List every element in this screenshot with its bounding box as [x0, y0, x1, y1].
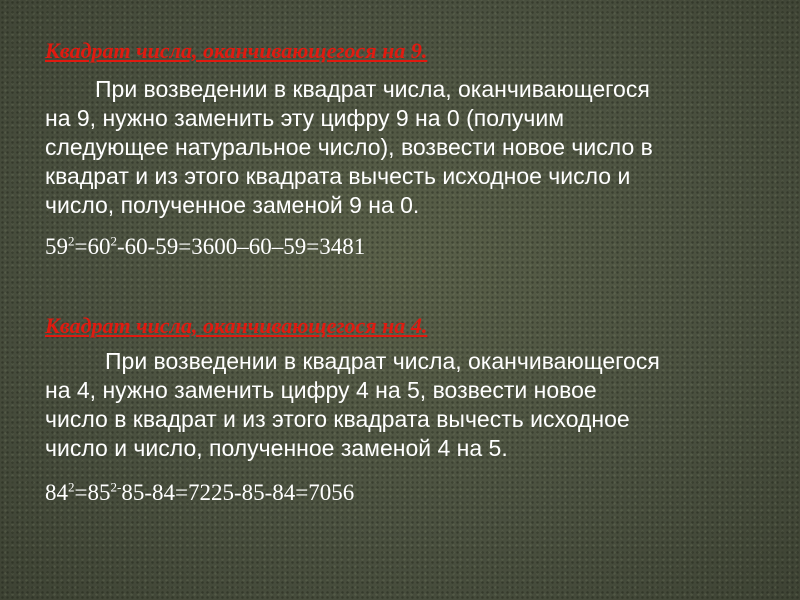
paragraph-line: число и число, полученное заменой 4 на 5.	[45, 435, 508, 461]
paragraph-line: на 4, нужно заменить цифру 4 на 5, возвести новое	[45, 377, 597, 403]
formula-exponent: 2	[68, 479, 75, 495]
paragraph-line: При возведении в квадрат числа, оканчивающегося	[95, 76, 650, 102]
section-heading-9: Квадрат числа, оканчивающегося на 9.	[45, 38, 428, 63]
paragraph-line: квадрат и из этого квадрата вычесть исходное число и	[45, 163, 631, 189]
paragraph-line: следующее натуральное число), возвести новое число в	[45, 134, 653, 160]
formula-exponent: 2	[110, 233, 117, 249]
formula-base: 84	[45, 480, 68, 505]
formula-exponent: 2-	[110, 479, 122, 495]
formula-exponent: 2	[68, 233, 75, 249]
section-paragraph-4	[45, 347, 755, 463]
section-paragraph-9	[45, 75, 755, 220]
formula-9	[45, 234, 365, 260]
paragraph-line: число, полученное заменой 9 на 0.	[45, 192, 420, 218]
formula-4	[45, 480, 354, 506]
paragraph-line: число в квадрат и из этого квадрата вычесть исходное	[45, 406, 630, 432]
paragraph-line: на 9, нужно заменить эту цифру 9 на 0 (получим	[45, 105, 565, 131]
formula-rest: -60-59=3600–60–59=3481	[116, 234, 366, 259]
formula-term: =85	[74, 480, 111, 505]
formula-base: 59	[45, 234, 68, 259]
formula-rest: 85-84=7225-85-84=7056	[121, 480, 355, 505]
section-heading-4: Квадрат числа, оканчивающегося на 4.	[45, 313, 428, 338]
paragraph-line: При возведении в квадрат числа, оканчивающегося	[105, 348, 660, 374]
formula-term: =60	[74, 234, 111, 259]
